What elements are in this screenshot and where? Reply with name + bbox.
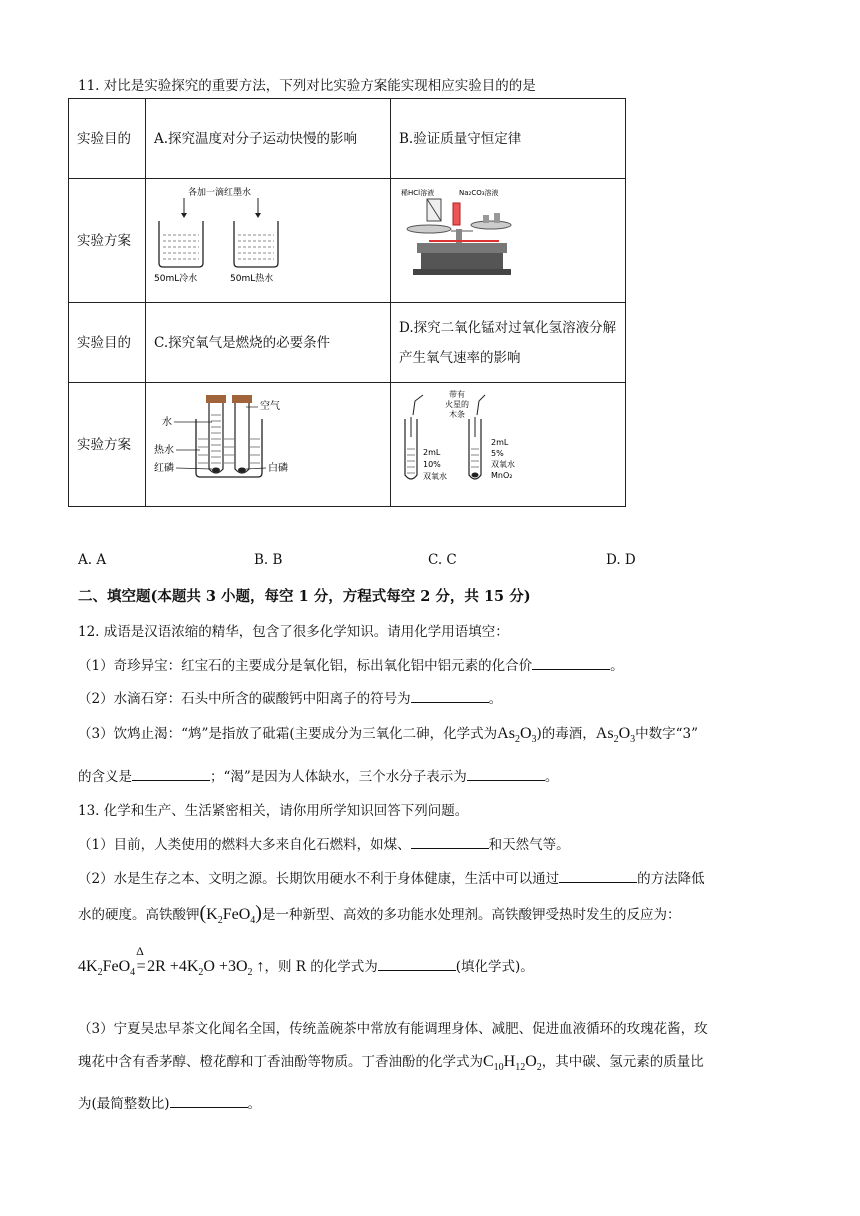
answer-blank[interactable] xyxy=(132,768,210,781)
q12-stem: 12. 成语是汉语浓缩的精华，包含了很多化学知识。请用化学用语填空： xyxy=(78,624,509,640)
fig-b-right-label: Na₂CO₃溶液 xyxy=(459,189,499,197)
goal-d: D.探究二氧化锰对过氧化氢溶液分解产生氧气速率的影响 xyxy=(391,303,626,383)
q12-part3-cont: 的含义是 ；“渴”是因为人体缺水，三个水分子表示为 。 xyxy=(78,769,559,785)
fig-c-air-label: 空气 xyxy=(260,401,280,412)
fig-d-top1: 带有 xyxy=(449,390,465,399)
row-head-goal: 实验目的 xyxy=(69,99,146,179)
q13-stem: 13. 化学和生产、生活紧密相关，请你用所学知识回答下列问题。 xyxy=(78,803,469,819)
goal-a: A.探究温度对分子运动快慢的影响 xyxy=(146,99,391,179)
q13-part3-end: 为(最简整数比) 。 xyxy=(78,1096,262,1112)
row-head-goal: 实验目的 xyxy=(69,303,146,383)
row-head-plan: 实验方案 xyxy=(69,179,146,303)
q13-part2: （2）水是生存之本、文明之源。长期饮用硬水不利于身体健康，生活中可以通过 的方法降低 xyxy=(78,871,705,887)
q13-equation-line: $4K_2FeO_4$ Δ $=2R +4K_2O +3O_2$ ↑，则 R 的化学式为 (填化学式)。 xyxy=(78,944,534,979)
q12-part3: （3）饮鸩止渴：“鸩”是指放了砒霜(主要成分为三氧化二砷，化学式为$As_2O_3$)的毒酒，$As_2O_3$中数字“3” xyxy=(78,725,699,746)
table-row xyxy=(69,383,626,507)
answer-blank[interactable] xyxy=(532,657,610,670)
option-b[interactable]: B. B xyxy=(254,552,283,568)
figure-d-cell xyxy=(391,383,626,507)
option-a[interactable]: A. A xyxy=(78,552,107,568)
fig-c-hot-water-label: 热水 xyxy=(154,445,174,456)
fig-d-l1: 2mL xyxy=(423,448,441,457)
table-row xyxy=(69,179,626,303)
table-row xyxy=(69,99,626,179)
fig-c-water-label: 水 xyxy=(162,417,172,428)
fig-d-r4: MnO₂ xyxy=(491,471,513,480)
fig-c-white-p-label: 白磷 xyxy=(268,463,288,474)
q13-part3-cont: 瑰花中含有香茅醇、橙花醇和丁香油酚等物质。丁香油酚的化学式为$C_{10}H_{12}O_2$，其中碳、氢元素的质量比 xyxy=(78,1053,704,1074)
section-2-heading: 二、填空题(本题共 3 小题，每空 1 分，方程式每空 2 分，共 15 分) xyxy=(78,588,531,605)
answer-blank[interactable] xyxy=(411,836,489,849)
goal-b: B.验证质量守恒定律 xyxy=(391,99,626,179)
fig-d-r1: 2mL xyxy=(491,438,509,447)
answer-blank[interactable] xyxy=(559,870,637,883)
fig-d-top2: 火星的 xyxy=(445,400,469,409)
fig-a-right-label: 50mL热水 xyxy=(230,274,274,284)
fig-d-r2: 5% xyxy=(491,449,504,458)
fig-d-l2: 10% xyxy=(423,460,441,469)
fig-b-left-label: 稀HCl溶液 xyxy=(401,189,435,197)
figure-a-cell xyxy=(146,179,391,303)
test-tube-diagram xyxy=(154,389,304,489)
experiment-table xyxy=(68,98,626,507)
row-head-plan: 实验方案 xyxy=(69,383,146,507)
beakers-diagram xyxy=(154,185,294,285)
option-d[interactable]: D. D xyxy=(606,552,636,568)
figure-c-cell xyxy=(146,383,391,507)
chemical-equation: $4K_2FeO_4$ Δ $=2R +4K_2O +3O_2$ ↑ xyxy=(78,944,265,979)
q12-part1: （1）奇珍异宝：红宝石的主要成分是氧化铝，标出氧化铝中铝元素的化合价 。 xyxy=(78,658,624,674)
answer-blank[interactable] xyxy=(170,1095,248,1108)
figure-b-cell xyxy=(391,179,626,303)
q13-part3: （3）宁夏吴忠早茶文化闻名全国，传统盖碗茶中常放有能调理身体、减肥、促进血液循环的玫瑰花酱，玫 xyxy=(78,1021,708,1037)
fig-c-red-p-label: 红磷 xyxy=(154,463,174,474)
answer-blank[interactable] xyxy=(378,958,456,971)
q13-part2-cont: 水的硬度。高铁酸钾$(K_2FeO_4)$是一种新型、高效的多功能水处理剂。高铁酸钾受热时发生的反应为： xyxy=(78,902,681,927)
balance-diagram xyxy=(399,185,539,285)
fig-d-top3: 木条 xyxy=(449,410,465,419)
answer-blank[interactable] xyxy=(411,690,489,703)
q11-stem: 11. 对比是实验探究的重要方法，下列对比实验方案能实现相应实验目的的是 xyxy=(78,78,536,94)
fig-d-l3: 双氧水 xyxy=(423,472,447,481)
fig-a-top-label: 各加一滴红墨水 xyxy=(188,188,252,198)
option-c[interactable]: C. C xyxy=(428,552,457,568)
fig-a-left-label: 50mL冷水 xyxy=(154,274,198,284)
splint-diagram xyxy=(399,389,549,489)
q13-part1: （1）目前，人类使用的燃料大多来自化石燃料，如煤、 和天然气等。 xyxy=(78,837,570,853)
table-row xyxy=(69,303,626,383)
q12-part2: （2）水滴石穿：石头中所含的碳酸钙中阳离子的符号为 。 xyxy=(78,691,503,707)
goal-c: C.探究氧气是燃烧的必要条件 xyxy=(146,303,391,383)
answer-blank[interactable] xyxy=(467,768,545,781)
fig-d-r3: 双氧水 xyxy=(491,460,515,469)
